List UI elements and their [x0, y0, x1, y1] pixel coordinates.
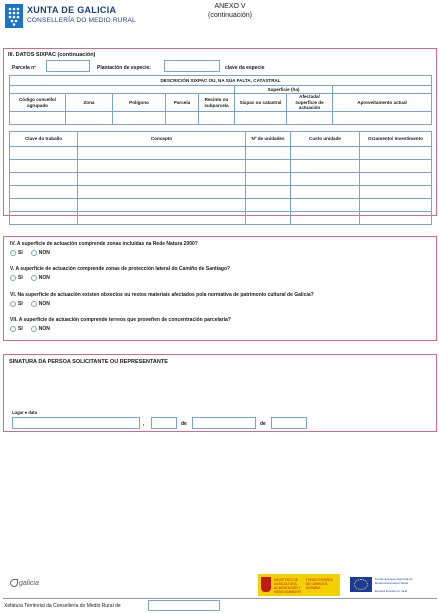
- option-si[interactable]: [10, 326, 23, 332]
- plantacion-label: Plantación de especie:: [97, 65, 151, 71]
- budget-cell[interactable]: [78, 147, 246, 160]
- section-sixpac: [3, 48, 437, 216]
- col-concepto: Concepto: [78, 132, 246, 147]
- radio-icon[interactable]: [10, 326, 16, 332]
- option-label: NON: [38, 326, 50, 332]
- section-signature: [3, 354, 437, 432]
- parcela-label: Parcela nº: [12, 65, 37, 71]
- answer-group-concentracion: [10, 326, 58, 332]
- de-label-2: de: [260, 421, 266, 427]
- feader-text: Fondo Europeo Agrícola de Desenvolvemento Rural: [375, 577, 413, 585]
- input-zona[interactable]: [66, 112, 113, 125]
- budget-row: [10, 160, 432, 173]
- budget-cell[interactable]: [78, 199, 246, 212]
- jefatura-label: Xefatura Territorial da Consellería do Medio Rural de: [4, 603, 121, 609]
- option-label: SI: [18, 250, 23, 256]
- budget-row: [10, 173, 432, 186]
- col-poligono: Polígono: [113, 94, 166, 112]
- budget-cell[interactable]: [10, 160, 78, 173]
- de-label-1: de: [181, 421, 187, 427]
- col-clave-traballo: Clave do traballo: [10, 132, 78, 147]
- budget-cell[interactable]: [360, 186, 432, 199]
- fega-text: FONDO ESPAÑOL DE GARANTÍA AGRARIA: [306, 578, 334, 590]
- radio-icon[interactable]: [31, 250, 37, 256]
- month-input[interactable]: [192, 417, 256, 429]
- input-afectada[interactable]: [287, 112, 333, 125]
- annex-number: ANEXO V: [214, 3, 246, 10]
- budget-cell[interactable]: [291, 199, 360, 212]
- col-afectada: Afectada/ superficie de actuación: [287, 94, 333, 112]
- plantacion-input[interactable]: [164, 60, 220, 72]
- col-parcela: Parcela: [166, 94, 199, 112]
- option-si[interactable]: [10, 275, 23, 281]
- option-non[interactable]: [31, 275, 50, 281]
- radio-icon[interactable]: [31, 301, 37, 307]
- clave-especie-label: clave da especie: [225, 65, 265, 71]
- ministry-text: MINISTERIO DE AGRICULTURA, ALIMENTACIÓN Y MEDIO AMBIENTE: [274, 578, 302, 594]
- col-zona: Zona: [66, 94, 113, 112]
- col-custo-unidade: Custo unidade: [291, 132, 360, 147]
- budget-cell[interactable]: [291, 160, 360, 173]
- col-sixpac-catastral: Sixpac ou catastral: [235, 94, 287, 112]
- option-non[interactable]: [31, 250, 50, 256]
- budget-row: [10, 147, 432, 160]
- xunta-logo-icon: [5, 4, 23, 28]
- parcela-input[interactable]: [46, 60, 90, 72]
- eu-slogan: Europa investe no rural: [375, 589, 407, 593]
- question-concentracion: VII. A superficie de actuación comprende terreos que proveñen de concentración parcelaria?: [10, 317, 231, 323]
- option-label: SI: [18, 301, 23, 307]
- budget-row: [10, 212, 432, 225]
- eu-stars-icon: [354, 579, 368, 590]
- spacer-cell: [10, 86, 235, 94]
- option-non[interactable]: [31, 326, 50, 332]
- answer-group-camino-santiago: [10, 275, 58, 281]
- org-name: XUNTA DE GALICIA: [27, 5, 117, 15]
- budget-cell[interactable]: [360, 212, 432, 225]
- eu-feader-logo: [348, 574, 434, 596]
- col-num-unidades: Nº de unidades: [246, 132, 291, 147]
- place-input[interactable]: [12, 417, 140, 429]
- budget-row: [10, 186, 432, 199]
- radio-icon[interactable]: [10, 275, 16, 281]
- ministry-logo: [258, 574, 340, 596]
- budget-cell[interactable]: [246, 147, 291, 160]
- input-aproveitamento[interactable]: [333, 112, 432, 125]
- budget-cell[interactable]: [291, 186, 360, 199]
- col-orzamento: Orzamento/ Investimento: [360, 132, 432, 147]
- page-header: [0, 0, 439, 36]
- spacer-cell: [333, 86, 432, 94]
- input-recinto[interactable]: [199, 112, 235, 125]
- budget-cell[interactable]: [10, 147, 78, 160]
- section-questions: [3, 236, 437, 341]
- footer-divider: [3, 598, 437, 599]
- radio-icon[interactable]: [31, 326, 37, 332]
- budget-cell[interactable]: [246, 212, 291, 225]
- budget-cell[interactable]: [78, 212, 246, 225]
- radio-icon[interactable]: [10, 250, 16, 256]
- budget-cell[interactable]: [246, 173, 291, 186]
- budget-cell[interactable]: [360, 199, 432, 212]
- option-si[interactable]: [10, 301, 23, 307]
- budget-row: [10, 199, 432, 212]
- budget-cell[interactable]: [360, 160, 432, 173]
- input-poligono[interactable]: [113, 112, 166, 125]
- question-rede-natura: IV. A superficie de actuación comprende zonas incluídas na Rede Natura 2000?: [10, 241, 198, 247]
- input-parcela[interactable]: [166, 112, 199, 125]
- answer-group-rede-natura: [10, 250, 58, 256]
- signature-title: SINATURA DA PERSOA SOLICITANTE OU REPRESENTANTE: [9, 359, 168, 365]
- budget-cell[interactable]: [246, 160, 291, 173]
- annex-title: [190, 2, 270, 20]
- question-patrimonio: VI. Na superficie de actuación existen obxectos ou restos materiais afectados pola normativa de patrimonio cultural de Galicia?: [10, 292, 314, 298]
- budget-cell[interactable]: [10, 173, 78, 186]
- day-input[interactable]: [151, 417, 177, 429]
- surface-group-header: Superficie (ha): [235, 86, 333, 94]
- radio-icon[interactable]: [31, 275, 37, 281]
- budget-cell[interactable]: [78, 160, 246, 173]
- answer-group-patrimonio: [10, 301, 58, 307]
- budget-cell[interactable]: [10, 186, 78, 199]
- question-camino-santiago: V. A superficie de actuación comprende zonas de protección lateral do Camiño de Santiago?: [10, 266, 231, 272]
- spain-shield-icon: [261, 577, 271, 592]
- budget-cell[interactable]: [78, 186, 246, 199]
- annex-subtitle: (continuación): [208, 12, 252, 19]
- option-non[interactable]: [31, 301, 50, 307]
- sixpac-table: [9, 75, 432, 125]
- section-title: III. DATOS SIXPAC (continuación): [8, 52, 96, 58]
- col-recinto: Recinto ou subparcela: [199, 94, 235, 112]
- option-label: NON: [38, 250, 50, 256]
- option-label: SI: [18, 326, 23, 332]
- option-si[interactable]: [10, 250, 23, 256]
- input-codigo-concello[interactable]: [10, 112, 66, 125]
- budget-cell[interactable]: [291, 147, 360, 160]
- sixpac-caption: DESCRICIÓN SIXPAC OU, NA SÚA FALTA, CATASTRAL: [10, 76, 432, 86]
- galicia-logo-text: galicia: [19, 579, 39, 587]
- budget-cell[interactable]: [78, 173, 246, 186]
- budget-cell[interactable]: [10, 212, 78, 225]
- org-department: CONSELLERÍA DO MEDIO RURAL: [27, 17, 136, 24]
- budget-cell[interactable]: [246, 199, 291, 212]
- col-aproveitamento: Aproveitamento actual: [333, 94, 432, 112]
- comma-separator: ,: [143, 421, 145, 427]
- option-label: NON: [38, 275, 50, 281]
- year-input[interactable]: [271, 417, 307, 429]
- budget-cell[interactable]: [246, 186, 291, 199]
- budget-cell[interactable]: [10, 199, 78, 212]
- option-label: SI: [18, 275, 23, 281]
- place-date-label: Lugar e data: [12, 410, 37, 415]
- jefatura-input[interactable]: [148, 600, 220, 611]
- galicia-mark-icon: [10, 579, 18, 587]
- budget-cell[interactable]: [360, 173, 432, 186]
- col-codigo-concello: Código concello/ agrupado: [10, 94, 66, 112]
- budget-table: [9, 131, 432, 225]
- radio-icon[interactable]: [10, 301, 16, 307]
- budget-cell[interactable]: [360, 147, 432, 160]
- budget-cell[interactable]: [291, 173, 360, 186]
- option-label: NON: [38, 301, 50, 307]
- galicia-logo: [10, 579, 39, 587]
- input-sixpac-catastral[interactable]: [235, 112, 287, 125]
- budget-cell[interactable]: [291, 212, 360, 225]
